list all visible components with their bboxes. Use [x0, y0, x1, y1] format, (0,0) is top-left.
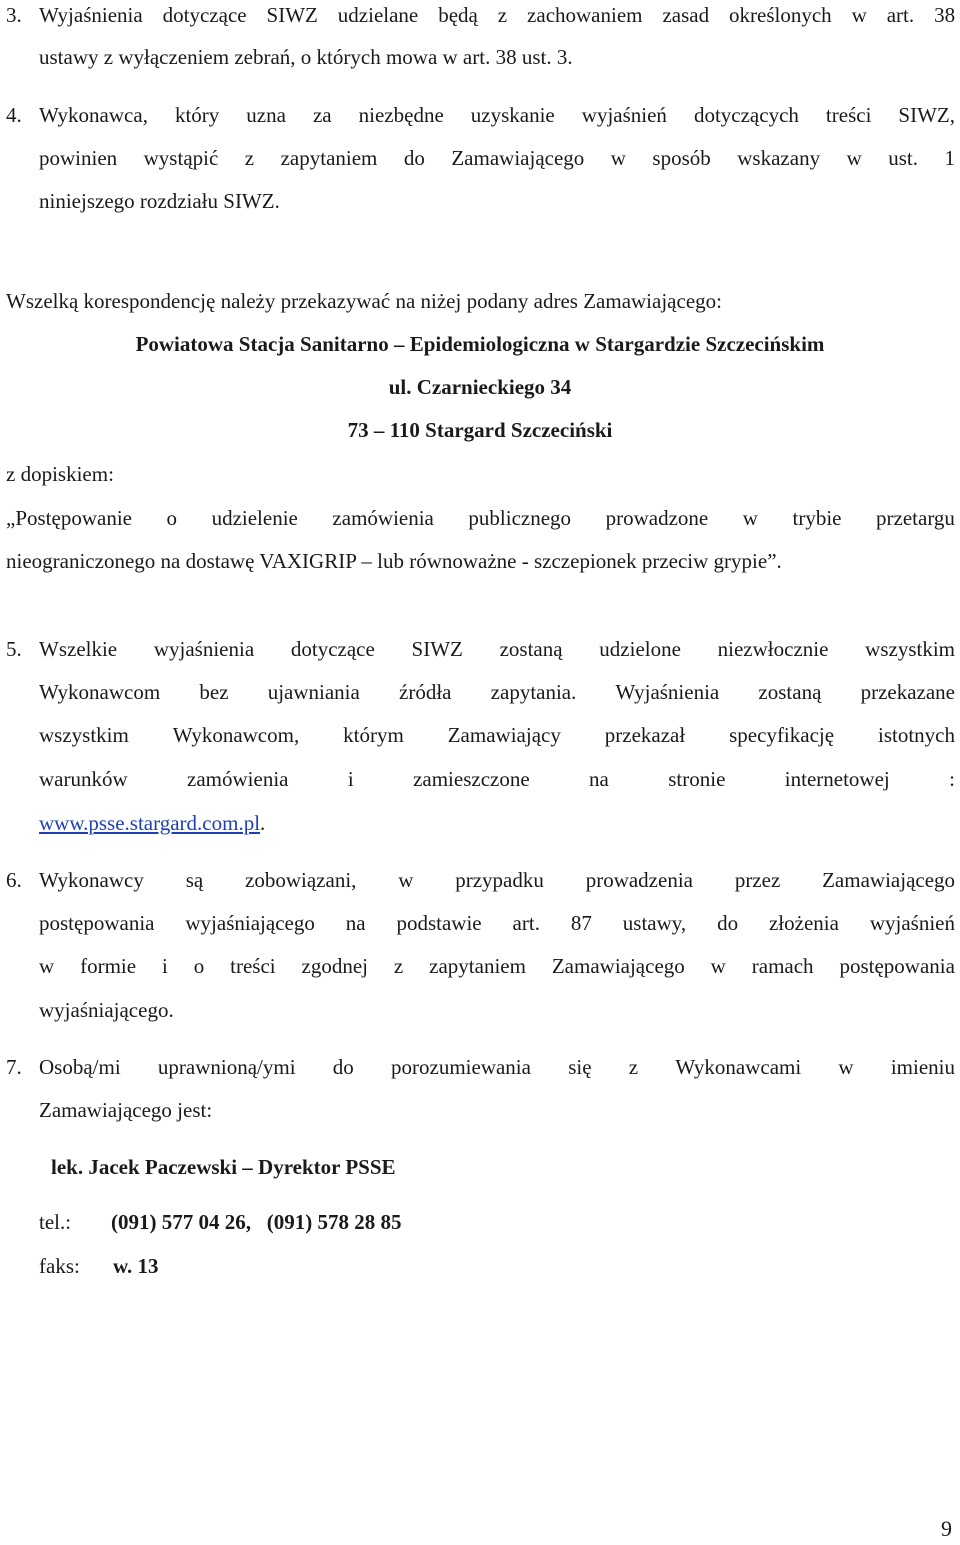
item-5-line-2: Wykonawcom bez ujawniania źródła zapytania. Wyjaśnienia zostaną przekazane [39, 680, 955, 704]
tel-label: tel.: [39, 1210, 72, 1234]
fax-value: w. 13 [113, 1254, 159, 1278]
item-5-line-4: warunków zamówienia i zamieszczone na stronie internetowej : [39, 767, 955, 791]
item-3-line-2: ustawy z wyłączeniem zebrań, o których mowa w art. 38 ust. 3. [39, 45, 573, 69]
item-6-line-3: w formie i o treści zgodnej z zapytaniem Zamawiającego w ramach postępowania [39, 954, 955, 978]
item-6-number: 6. [6, 868, 22, 892]
website-link[interactable]: www.psse.stargard.com.pl [39, 811, 261, 835]
item-6-line-1: Wykonawcy są zobowiązani, w przypadku prowadzenia przez Zamawiającego [39, 868, 956, 892]
page-number: 9 [941, 1516, 952, 1541]
contact-person: lek. Jacek Paczewski – Dyrektor PSSE [51, 1155, 396, 1179]
item-5-line-1: Wszelkie wyjaśnienia dotyczące SIWZ zostaną udzielone niezwłocznie wszystkim [39, 637, 955, 661]
item-3-line-1: Wyjaśnienia dotyczące SIWZ udzielane będą z zachowaniem zasad określonych w art. 38 [39, 3, 956, 27]
recipient-street: ul. Czarnieckiego 34 [388, 375, 572, 399]
item-4-line-1: Wykonawca, który uzna za niezbędne uzyskanie wyjaśnień dotyczących treści SIWZ, [39, 103, 955, 127]
item-7-line-1: Osobą/mi uprawnioną/ymi do porozumiewania się z Wykonawcami w imieniu [39, 1055, 955, 1079]
item-4-line-3: niniejszego rozdziału SIWZ. [39, 189, 280, 213]
item-5-number: 5. [6, 637, 22, 661]
note-label: z dopiskiem: [6, 462, 114, 486]
item-5-line-3: wszystkim Wykonawcom, którym Zamawiający przekazał specyfikację istotnych [39, 723, 955, 747]
item-5-link-suffix: . [260, 811, 266, 835]
item-5-link-line [39, 811, 265, 835]
tel-value: (091) 577 04 26, (091) 578 28 85 [111, 1210, 402, 1234]
item-6-line-4: wyjaśniającego. [39, 998, 174, 1022]
fax-label: faks: [39, 1254, 80, 1278]
item-7-number: 7. [6, 1055, 22, 1079]
item-7-line-2: Zamawiającego jest: [39, 1098, 213, 1122]
item-4-number: 4. [6, 103, 22, 127]
note-line-1: „Postępowanie o udzielenie zamówienia publicznego prowadzone w trybie przetargu [6, 506, 955, 530]
correspondence-intro: Wszelką korespondencję należy przekazywać na niżej podany adres Zamawiającego: [6, 289, 722, 313]
recipient-city: 73 – 110 Stargard Szczeciński [347, 418, 613, 442]
item-3-number: 3. [6, 3, 22, 27]
recipient-organization: Powiatowa Stacja Sanitarno – Epidemiologiczna w Stargardzie Szczecińskim [135, 332, 825, 356]
item-4-line-2: powinien wystąpić z zapytaniem do Zamawiającego w sposób wskazany w ust. 1 [39, 146, 955, 170]
item-6-line-2: postępowania wyjaśniającego na podstawie art. 87 ustawy, do złożenia wyjaśnień [39, 911, 955, 935]
note-line-2: nieograniczonego na dostawę VAXIGRIP – lub równoważne - szczepionek przeciw grypie”. [6, 549, 782, 573]
